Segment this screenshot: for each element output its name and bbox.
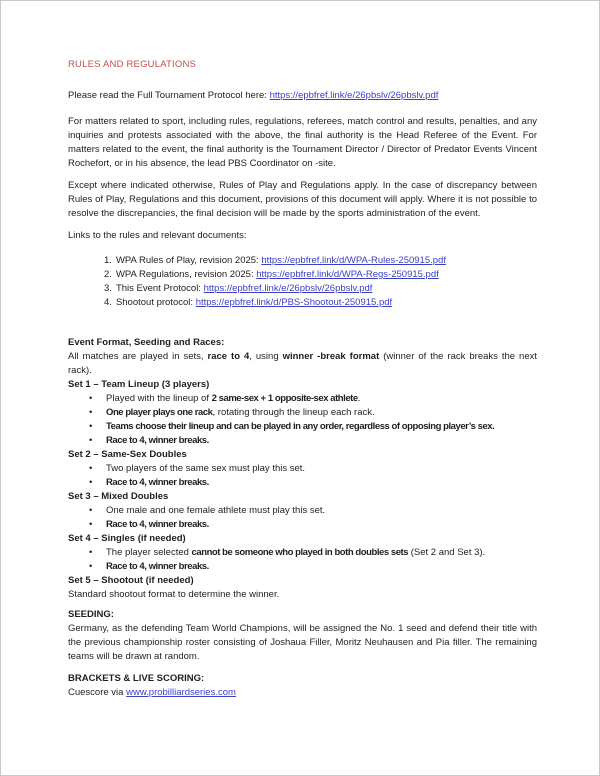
bullet-item: [68, 420, 537, 434]
document-label: This Event Protocol:: [115, 283, 204, 294]
text-run: One player plays one rack: [106, 407, 213, 418]
text-run: One male and one female athlete must play this set.: [106, 505, 326, 516]
text-run: Please read the Full Tournament Protocol here:: [68, 90, 270, 101]
event-format-section: [68, 336, 537, 602]
documents-list: [68, 254, 537, 310]
document-label: WPA Regulations, revision 2025:: [115, 269, 257, 280]
bullet-icon: •: [89, 463, 93, 474]
bullet-text: [106, 406, 537, 420]
list-number: 3.: [104, 283, 112, 294]
text-run: Race to 4, winner breaks.: [106, 477, 209, 488]
bullet-item: [68, 434, 537, 448]
discrepancy-paragraph: Except where indicated otherwise, Rules of Play and Regulations apply. In the case of discrepancy between Rules of Play, Regulations and this document, provisions of this document will apply. Where it is not possible to resolve the discrepancies, the final decision will be made by the sports administration of the event.: [68, 180, 537, 219]
bullet-icon: •: [89, 561, 93, 572]
text-run: Played with the lineup of: [106, 393, 212, 404]
list-number: 4.: [104, 297, 112, 308]
text-run: , rotating through the lineup each rack.: [212, 407, 375, 418]
document-link-item: [104, 296, 537, 310]
seeding-section: [68, 608, 537, 664]
set-title: Set 4 – Singles (if needed): [68, 533, 186, 544]
document-hyperlink[interactable]: https://epbfref.link/d/WPA-Regs-250915.pdf: [256, 269, 439, 280]
document-link-item: [104, 254, 537, 268]
text-run: (Set 2 and Set 3).: [408, 547, 486, 558]
text-run: The player selected: [106, 547, 192, 558]
set-body-text: Standard shootout format to determine the winner.: [68, 589, 280, 600]
text-run: Teams choose their lineup and can be played in any order, regardless of opposing player’s sex.: [106, 421, 495, 432]
bullet-item: [68, 476, 537, 490]
bullet-item: [68, 560, 537, 574]
brackets-line: [68, 686, 537, 700]
document-hyperlink[interactable]: https://epbfref.link/e/26pbslv/26pbslv.pdf: [203, 283, 373, 294]
bullet-icon: •: [89, 407, 93, 418]
text-run: , using: [249, 351, 283, 362]
bullet-icon: •: [89, 477, 93, 488]
document-label: Shootout protocol:: [115, 297, 196, 308]
bullet-item: [68, 546, 537, 560]
bullet-text: [106, 560, 537, 574]
bullet-item: [68, 462, 537, 476]
text-run: Cuescore via: [68, 687, 127, 698]
sets-list: [68, 378, 537, 602]
bullet-icon: •: [89, 547, 93, 558]
hyperlink[interactable]: www.probilliardseries.com: [126, 687, 236, 698]
text-run: Race to 4, winner breaks.: [106, 561, 209, 572]
list-number: 2.: [104, 269, 112, 280]
links-heading: Links to the rules and relevant documents:: [68, 230, 247, 241]
bullet-icon: •: [89, 519, 93, 530]
bullet-text: [106, 518, 537, 532]
set-title: Set 5 – Shootout (if needed): [68, 575, 194, 586]
bullet-text: [106, 504, 537, 518]
bullet-item: [68, 504, 537, 518]
text-run: .: [357, 393, 361, 404]
bullet-icon: •: [89, 393, 93, 404]
document-hyperlink[interactable]: https://epbfref.link/d/WPA-Rules-250915.pdf: [261, 255, 446, 266]
text-run: cannot be someone who played in both doubles sets: [191, 547, 409, 558]
seeding-heading: SEEDING:: [68, 609, 114, 620]
set-block: [68, 448, 537, 490]
bullet-item: [68, 406, 537, 420]
bullet-icon: •: [89, 421, 93, 432]
document-label: WPA Rules of Play, revision 2025:: [115, 255, 262, 266]
set-title: Set 3 – Mixed Doubles: [68, 491, 169, 502]
set-block: [68, 574, 537, 602]
set-block: [68, 490, 537, 532]
text-run: race to 4: [207, 351, 250, 362]
list-number: 1.: [104, 255, 112, 266]
bullet-text: [106, 434, 537, 448]
bullet-text: [106, 392, 537, 406]
bullet-text: [106, 546, 537, 560]
set-block: [68, 532, 537, 574]
bullet-text: [106, 420, 537, 434]
format-intro-line: [68, 350, 537, 378]
set-title: Set 2 – Same-Sex Doubles: [68, 449, 187, 460]
protocol-line: [68, 89, 537, 103]
brackets-section: [68, 672, 537, 700]
document-link-item: [104, 282, 537, 296]
text-run: (winner of the rack breaks the next rack).: [68, 351, 537, 376]
text-run: Race to 4, winner breaks.: [106, 435, 209, 446]
text-run: Race to 4, winner breaks.: [106, 519, 209, 530]
text-run: winner -break format: [282, 351, 380, 362]
document-hyperlink[interactable]: https://epbfref.link/d/PBS-Shootout-250915.pdf: [195, 297, 393, 308]
hyperlink[interactable]: https://epbfref.link/e/26pbslv/26pbslv.pdf: [269, 90, 439, 101]
brackets-heading: BRACKETS & LIVE SCORING:: [68, 673, 205, 684]
page-title: RULES AND REGULATIONS: [68, 59, 197, 70]
text-run: 2 same-sex + 1 opposite-sex athlete: [211, 393, 358, 404]
bullet-icon: •: [89, 505, 93, 516]
bullet-text: [106, 476, 537, 490]
bullet-item: [68, 518, 537, 532]
text-run: All matches are played in sets,: [68, 351, 208, 362]
text-run: Two players of the same sex must play this set.: [106, 463, 306, 474]
document-link-item: [104, 268, 537, 282]
authority-paragraph: For matters related to sport, including rules, regulations, referees, match control and results, penalties, and any inquiries and protests associated with the above, the final authority is the Head Referee of the Event. For matters related to the event, the final authority is the Tournament Director / Director of Predator Events Vincent Rochefort, or in his absence, the lead PBS Coordinator on -site.: [68, 116, 537, 169]
event-format-heading: Event Format, Seeding and Races:: [68, 337, 225, 348]
bullet-icon: •: [89, 435, 93, 446]
bullet-item: [68, 392, 537, 406]
seeding-body: Germany, as the defending Team World Champions, will be assigned the No. 1 seed and defend their title with the previous championship roster consisting of Joshaua Filler, Moritz Neuhausen and Pia filler. The remaining teams will be drawn at random.: [68, 623, 537, 662]
set-block: [68, 378, 537, 448]
bullet-text: [106, 462, 537, 476]
set-title: Set 1 – Team Lineup (3 players): [68, 379, 210, 390]
